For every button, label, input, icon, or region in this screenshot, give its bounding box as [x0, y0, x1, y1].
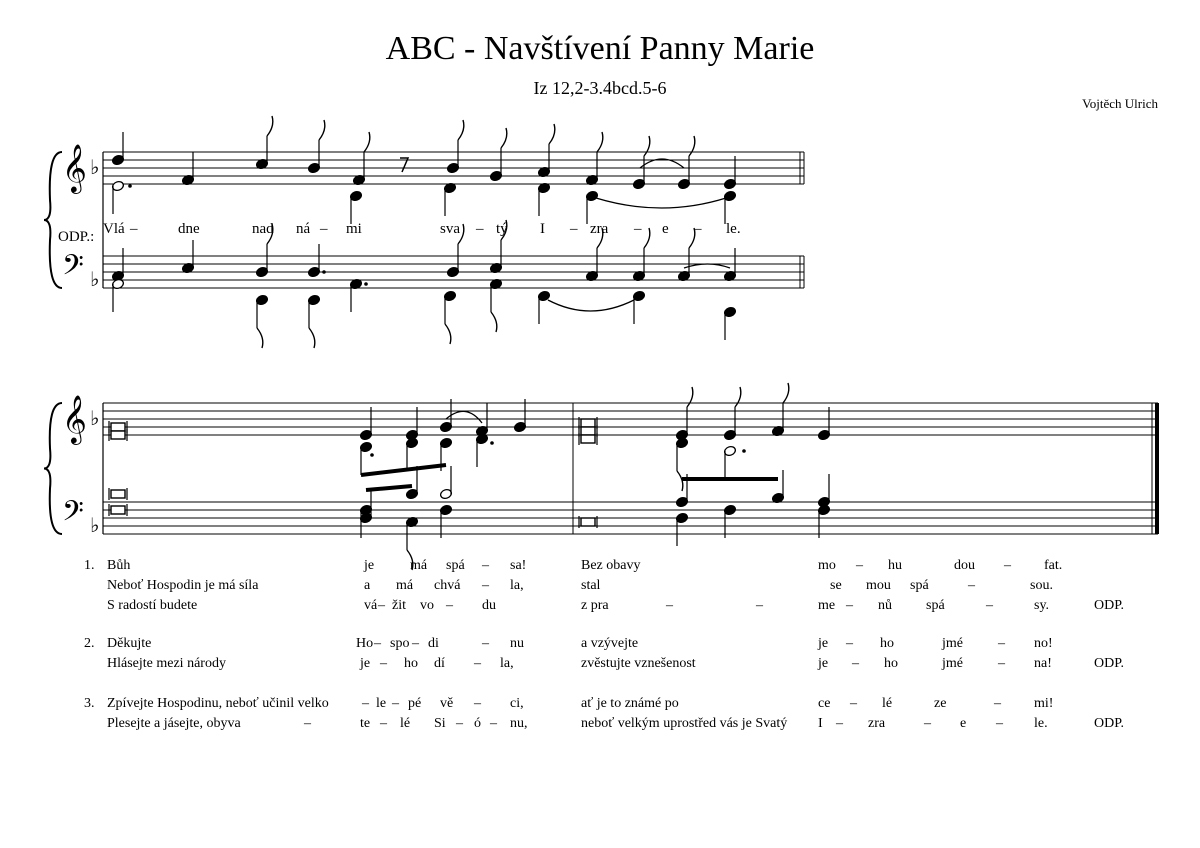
breve-note	[111, 423, 125, 431]
verse-syllable: –	[374, 636, 381, 651]
note-flag	[549, 124, 555, 144]
verse-syllable: chvá	[434, 578, 461, 593]
refrain-syllable: –	[570, 221, 578, 237]
verse-syllable: –	[304, 716, 311, 731]
verse-syllable: je	[818, 656, 829, 671]
verse-syllable: zvěstujte vznešenost	[581, 656, 696, 671]
bass-clef: 𝄢	[62, 495, 84, 535]
tie	[548, 300, 634, 311]
refrain-syllable: –	[634, 221, 642, 237]
verse-syllable: –	[846, 598, 853, 613]
refrain-cue: ODP.	[1094, 656, 1124, 671]
verse-syllable: Bez obavy	[581, 558, 641, 573]
flat-key-signature: ♭	[90, 267, 100, 291]
verse-syllable: –	[986, 598, 993, 613]
refrain-syllable: sva	[440, 221, 460, 237]
bass-clef: 𝄢	[62, 249, 84, 289]
refrain-label: ODP.:	[58, 229, 95, 245]
note-flag	[644, 136, 650, 156]
verse-syllable: Zpívejte Hospodinu, neboť učinil velko	[107, 696, 329, 711]
note-flag	[783, 383, 789, 403]
treble-clef: 𝄞	[62, 394, 87, 443]
note-flag	[267, 116, 273, 136]
composer: Vojtěch Ulrich	[1082, 96, 1158, 111]
refrain-syllable: dne	[178, 221, 200, 237]
breve-note	[111, 431, 125, 439]
verse-syllable: zra	[868, 716, 886, 731]
verse-syllable: se	[830, 578, 842, 593]
note-flag	[687, 387, 693, 407]
note-flag	[309, 328, 315, 348]
tie	[684, 264, 730, 268]
augmentation-dot	[322, 270, 326, 274]
verse-syllable: a	[364, 578, 371, 593]
verse-syllable: ce	[818, 696, 831, 711]
refrain-syllable: e	[662, 221, 669, 237]
verse-syllable: a vzývejte	[581, 636, 639, 651]
page-title: ABC - Navštívení Panny Marie	[385, 30, 815, 67]
verse-syllable: lé	[400, 716, 411, 731]
verse-syllable: le	[376, 696, 387, 711]
refrain-lyrics	[58, 229, 94, 245]
verse-syllable: nu	[510, 636, 524, 651]
note-flag	[319, 120, 325, 140]
verse-syllable: –	[996, 716, 1003, 731]
note-flag	[458, 120, 464, 140]
note-flag	[644, 228, 650, 248]
verse-syllable: la,	[510, 578, 524, 593]
verse-syllable: jmé	[942, 656, 963, 671]
note-flag	[445, 324, 451, 344]
note-flag	[501, 128, 507, 148]
augmentation-dot	[742, 449, 746, 453]
verse-syllable: lé	[882, 696, 893, 711]
verse-syllable: ze	[934, 696, 947, 711]
verse-syllable: z pra	[581, 598, 609, 613]
refrain-syllable: nad	[252, 221, 274, 237]
verse-syllable: –	[446, 598, 453, 613]
note-flag	[364, 132, 370, 152]
augmentation-dot	[490, 441, 494, 445]
brace	[44, 403, 62, 534]
refrain-syllable: tý	[496, 221, 508, 237]
note-flag	[677, 471, 683, 491]
verse-syllable: e	[960, 716, 967, 731]
verse-syllable: mou	[866, 578, 891, 593]
breve-note	[581, 518, 595, 526]
verse-syllable: žit	[392, 598, 406, 613]
verse-syllable: mi!	[1034, 696, 1054, 711]
verse-number: 3.	[84, 696, 95, 711]
verse-syllable: du	[482, 598, 496, 613]
verse-syllable: –	[380, 716, 387, 731]
note-flag	[597, 132, 603, 152]
verse-syllable: –	[362, 696, 369, 711]
verse-syllable: –	[474, 696, 481, 711]
verse-syllable: I	[818, 716, 823, 731]
refrain-syllables	[103, 221, 741, 237]
verse-syllable: sou.	[1030, 578, 1053, 593]
verse-syllable: ať je to známé po	[581, 696, 679, 711]
verse-syllable: no!	[1034, 636, 1053, 651]
verse-syllable: –	[482, 578, 489, 593]
breve-note	[581, 435, 595, 443]
verse-syllable: neboť velkým uprostřed vás je Svatý	[581, 716, 788, 731]
verse-syllable: –	[1004, 558, 1011, 573]
verse-syllable: –	[998, 636, 1005, 651]
refrain-syllable: ná	[296, 221, 311, 237]
refrain-syllable: –	[476, 221, 484, 237]
verse-syllable: ho	[884, 656, 898, 671]
refrain-syllable: –	[320, 221, 328, 237]
note-flag	[689, 136, 695, 156]
flat-key-signature: ♭	[90, 513, 100, 537]
verse-syllable: –	[392, 696, 399, 711]
verse-syllable: di	[428, 636, 439, 651]
verse-syllable: na!	[1034, 656, 1052, 671]
verse-syllable: –	[998, 656, 1005, 671]
verse-syllable: Si	[434, 716, 446, 731]
verse-syllable: –	[490, 716, 497, 731]
verse-syllable: te	[360, 716, 371, 731]
note-flag	[735, 387, 741, 407]
verse-syllable: –	[666, 598, 673, 613]
breve-note	[581, 427, 595, 435]
verse-syllable: –	[852, 656, 859, 671]
verse-syllable: –	[482, 636, 489, 651]
refrain-syllable: –	[694, 221, 702, 237]
verse-syllable: mo	[818, 558, 836, 573]
verse-syllable: má	[410, 558, 428, 573]
verse-syllable: Neboť Hospodin je má síla	[107, 578, 259, 593]
verse-syllable: sa!	[510, 558, 527, 573]
verse-syllable: je	[818, 636, 829, 651]
verse-number: 2.	[84, 636, 95, 651]
verse-syllable: spá	[910, 578, 929, 593]
breve-note	[111, 490, 125, 498]
augmentation-dot	[128, 184, 132, 188]
verse-syllable: –	[968, 578, 975, 593]
verse-syllable: jmé	[942, 636, 963, 651]
flat-key-signature: ♭	[90, 155, 100, 179]
breve-note	[581, 419, 595, 427]
verse-syllable: Děkujte	[107, 636, 152, 651]
brace	[44, 152, 62, 288]
verse-syllable: ci,	[510, 696, 524, 711]
verse-syllable: –	[412, 636, 419, 651]
verse-syllable: –	[456, 716, 463, 731]
beam	[361, 465, 446, 475]
treble-clef: 𝄞	[62, 143, 87, 192]
verse-syllable: ó	[474, 716, 481, 731]
tie	[596, 198, 726, 208]
augmentation-dot	[370, 453, 374, 457]
refrain-syllable: –	[130, 221, 138, 237]
note-flag	[257, 328, 263, 348]
verse-syllable: ho	[404, 656, 418, 671]
breve-note	[111, 506, 125, 514]
verse-syllable: dou	[954, 558, 975, 573]
note-flag	[491, 312, 497, 332]
subtitle: Iz 12,2-3.4bcd.5-6	[533, 78, 667, 98]
verse-syllable: spá	[926, 598, 945, 613]
verse-syllable: Ho	[356, 636, 374, 651]
refrain-syllable: le.	[726, 221, 741, 237]
verse-syllable: me	[818, 598, 836, 613]
verse-syllable: Plesejte a jásejte, obyva	[107, 716, 241, 731]
verse-syllable: S radostí budete	[107, 598, 198, 613]
verse-syllable: –	[856, 558, 863, 573]
augmentation-dot	[364, 282, 368, 286]
verse-syllable: –	[836, 716, 843, 731]
verse-syllable: vo	[420, 598, 434, 613]
verse-syllable: Hlásejte mezi národy	[107, 656, 226, 671]
verse-syllable: je	[360, 656, 371, 671]
verse-syllable: spo	[390, 636, 410, 651]
verse-syllable: –	[846, 636, 853, 651]
refrain-cue: ODP.	[1094, 598, 1124, 613]
refrain-syllable: I	[540, 221, 545, 237]
verse-syllable: –	[850, 696, 857, 711]
verse-syllable: vě	[440, 696, 454, 711]
verse-syllable: nů	[878, 598, 892, 613]
verse-syllable: stal	[581, 578, 601, 593]
flat-key-signature: ♭	[90, 406, 100, 430]
verse-syllable: –	[474, 656, 481, 671]
refrain-syllable: zra	[590, 221, 609, 237]
verse-syllable: –	[380, 656, 387, 671]
verse-syllable: pé	[408, 696, 422, 711]
verse-syllable: –	[756, 598, 763, 613]
verse-number: 1.	[84, 558, 95, 573]
verse-syllable: la,	[500, 656, 514, 671]
refrain-cue: ODP.	[1094, 716, 1124, 731]
verse-syllable: le.	[1034, 716, 1048, 731]
verse-syllable: sy.	[1034, 598, 1050, 613]
verse-syllable: hu	[888, 558, 902, 573]
verse-syllable: –	[994, 696, 1001, 711]
verse-syllable: ho	[880, 636, 894, 651]
refrain-syllable: mi	[346, 221, 362, 237]
verse-syllable: má	[396, 578, 414, 593]
beam	[366, 486, 412, 490]
verse-syllable: fat.	[1044, 558, 1063, 573]
verse-syllable: je	[364, 558, 375, 573]
verse-syllable: –	[482, 558, 489, 573]
staff-lines	[44, 152, 1158, 534]
verse-syllable: nu,	[510, 716, 528, 731]
verse-syllable: –	[924, 716, 931, 731]
verse-syllable: Bůh	[107, 558, 131, 573]
verse-syllable: spá	[446, 558, 465, 573]
verse-syllable: vá	[364, 598, 378, 613]
verse-syllable: –	[378, 598, 385, 613]
verse-syllable: dí	[434, 656, 445, 671]
refrain-syllable: Vlá	[103, 221, 125, 237]
